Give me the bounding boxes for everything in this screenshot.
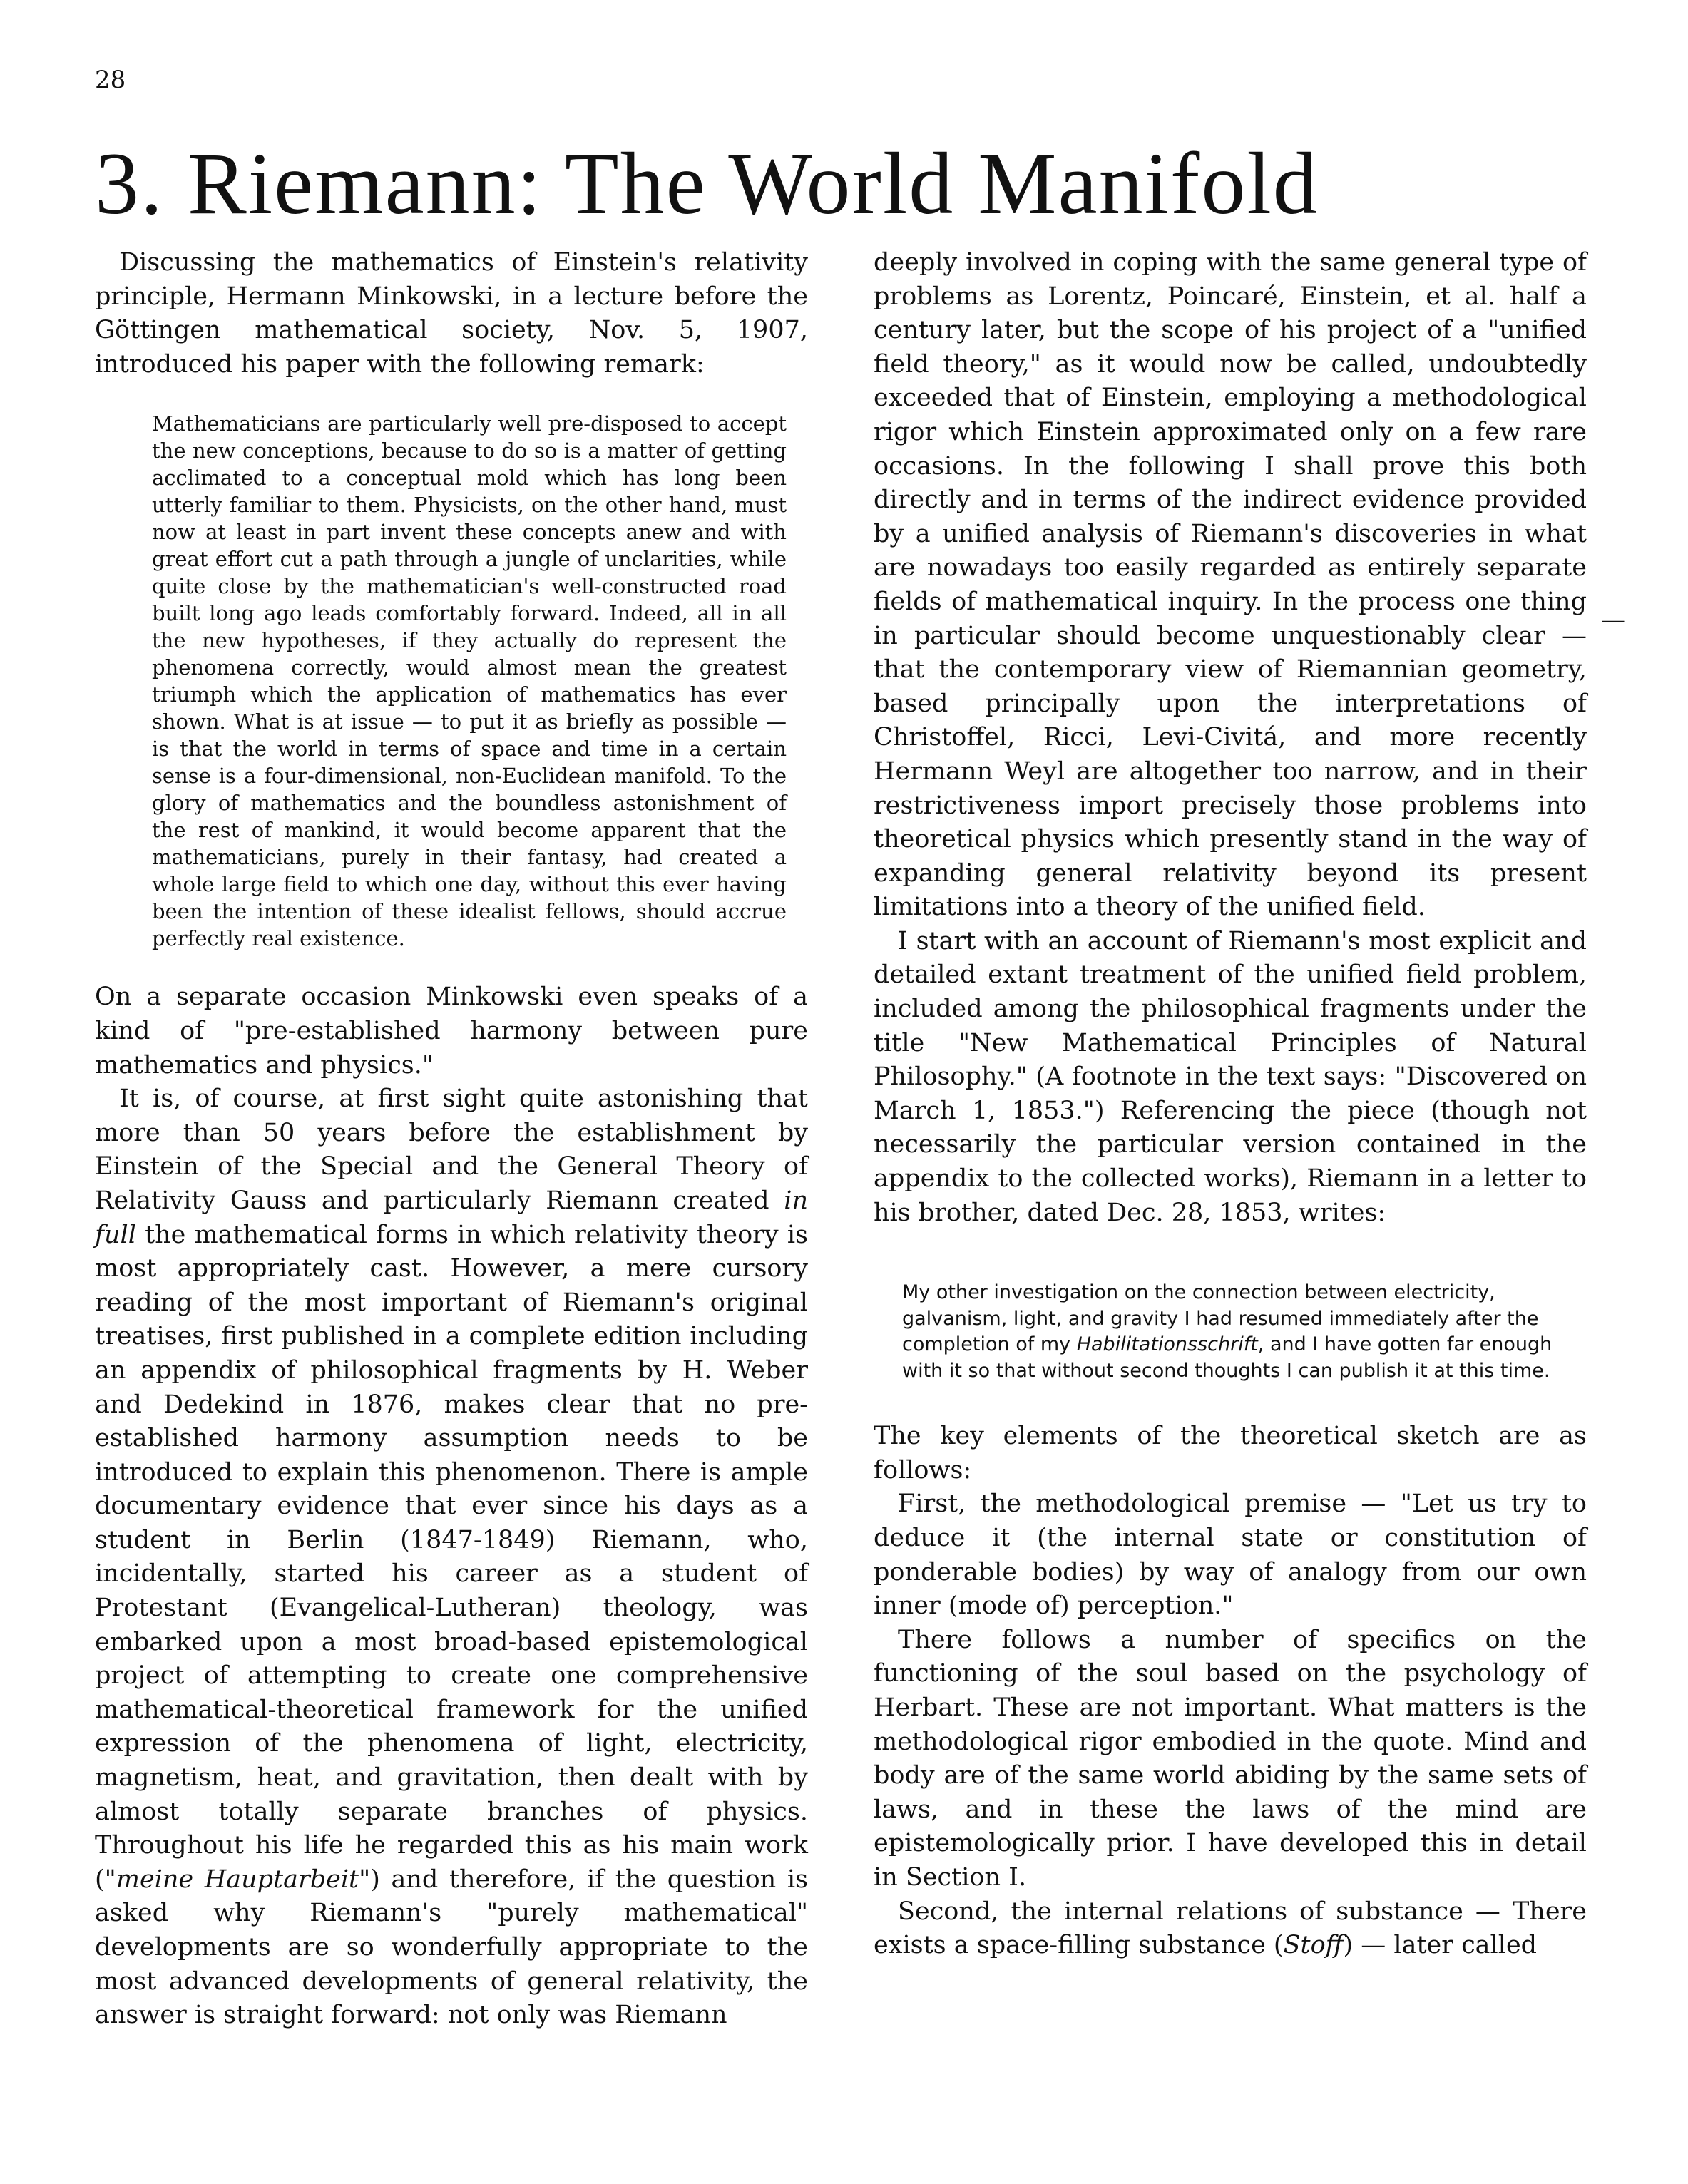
main-paragraph-part-1: It is, of course, at first sight quite astonishing that more than 50 years before the establishment by Einstein of the Special and the General Theory of Relativity Gauss and particularly Riemann created <box>95 1085 808 1215</box>
follows-paragraph: There follows a number of specifics on the functioning of the soul based on the psychology of Herbart. These are not important. What matters is the methodological rigor embodied in the quote. Mind and body are of the same world abiding by the same sets of laws, and in these the laws of the mind are epistemologically prior. I have developed this in detail in Section I. <box>874 1625 1587 1892</box>
margin-mark: — <box>1601 606 1625 635</box>
key-elements-paragraph: The key elements of the theoretical sketch are as follows: <box>874 1422 1587 1485</box>
habilitationsschrift-emphasis: Habilitationsschrift <box>1076 1333 1258 1356</box>
harmony-paragraph: On a separate occasion Minkowski even speaks of a kind of "pre-established harmony between pure mathematics and physics." <box>95 983 808 1080</box>
account-paragraph: I start with an account of Riemann's most explicit and detailed extant treatment of the unified field problem, included among the philosophical fragments under the title "New Mathematical Principles of Natural Philosophy." (A footnote in the text says: "Discovered on March 1, 1853.") Referencing the piece (though not necessarily the particular version contained in the appendix to the collected works), Riemann in a letter to his brother, dated Dec. 28, 1853, writes: <box>874 926 1587 1227</box>
letter-quote-part-1: My other investigation on the connection between electricity, galvanism, light, and gravity I had resumed immediately after the completion of my <box>902 1281 1539 1356</box>
letter-quote-part-2: , and I have gotten far enough with it so that without second thoughts I can publish it at this time. <box>902 1333 1553 1382</box>
intro-paragraph: Discussing the mathematics of Einstein's relativity principle, Hermann Minkowski, in a lecture before the Göttingen mathematical society, Nov. 5, 1907, introduced his paper with the following remark: <box>95 248 808 379</box>
second-paragraph-part-1: Second, the internal relations of substance — There exists a space-filling substance ( <box>874 1897 1587 1960</box>
minkowski-quote-text: Mathematicians are particularly well pre-disposed to accept the new conceptions, because to do so is a matter of getting acclimated to a conceptual mold which has long been utterly familiar to them. Physicists, on the other hand, must now at least in part invent these concepts anew and with great effort cut a path through a jungle of unclarities, while quite close by the mathematician's well-constructed road built long ago leads comfortably forward. Indeed, all in all the new hypotheses, if they actually do represent the phenomena correctly, would almost mean the greatest triumph which the application of mathematics has ever shown. What is at issue — to put it as briefly as possible — is that the world in terms of space and time in a certain sense is a four-dimensional, non-Euclidean manifold. To the glory of mathematics and the boundless astonishment of the rest of mankind, it would become apparent that the mathematicians, purely in their fantasy, had created a whole large field to which one day, without this ever having been the intention of these idealist fellows, should accrue perfectly real existence. <box>152 411 787 951</box>
main-paragraph-part-3: ) and therefore, if the question is asked why Riemann's "purely mathematical" developments are so wonderfully appropriate to the most advanced developments of general relativity, the answer is straight forward: not only was Riemann <box>95 1865 808 2030</box>
in-full-emphasis: in full <box>95 1186 808 1249</box>
main-paragraph <box>95 1082 808 2033</box>
left-column <box>95 246 808 2033</box>
continuation-paragraph: deeply involved in coping with the same general type of problems as Lorentz, Poincaré, Einstein, et al. half a century later, but the scope of his project of a "unified field theory," as it would now be called, undoubtedly exceeded that of Einstein, employing a methodological rigor which Einstein approximated only on a few rare occasions. In the following I shall prove this both directly and in terms of the indirect evidence provided by a unified analysis of Riemann's discoveries in what are nowadays too easily regarded as entirely separate fields of mathematical inquiry. In the process one thing in particular should become unquestionably clear — that the contemporary view of Riemannian geometry, based principally upon the interpretations of Christoffel, Ricci, Levi-Civitá, and more recently Hermann Weyl are altogether too narrow, and in their restrictiveness import precisely those problems into theoretical physics which presently stand in the way of expanding general relativity beyond its present limitations into a theory of the unified field. <box>874 248 1587 922</box>
right-column <box>874 246 1587 1963</box>
chapter-title: 3. Riemann: The World Manifold <box>95 135 1319 232</box>
stoff-emphasis: Stoff <box>1283 1931 1344 1960</box>
main-paragraph-part-2: the mathematical forms in which relativity theory is most appropriately cast. However, a mere cursory reading of the most important of Riemann's original treatises, first published in a complete edition including an appendix of philosophical fragments by H. Weber and Dedekind in 1876, makes clear that no pre-established harmony assumption needs to be introduced to explain this phenomenon. There is ample documentary evidence that ever since his days as a student in Berlin (1847-1849) Riemann, who, incidentally, started his career as a student of Protestant (Evangelical-Lutheran) theology, was embarked upon a most broad-based epistemological project of attempting to create one comprehensive mathematical-theoretical framework for the unified expression of the phenomena of light, electricity, magnetism, heat, and gravitation, then dealt with by almost totally separate branches of physics. Throughout his life he regarded this as his main work ( <box>95 1220 808 1894</box>
hauptarbeit-emphasis: "meine Hauptarbeit" <box>104 1865 371 1894</box>
first-premise-paragraph: First, the methodological premise — "Let us try to deduce it (the internal state or constitution of ponderable bodies) by way of analogy from our own inner (mode of) perception." <box>874 1490 1587 1621</box>
second-paragraph <box>874 1895 1587 1963</box>
second-paragraph-part-2: ) — later called <box>1343 1931 1538 1960</box>
riemann-letter-quote <box>902 1280 1572 1384</box>
minkowski-quote <box>152 410 787 952</box>
page-number: 28 <box>95 66 126 94</box>
riemann-letter-quote-text <box>902 1280 1572 1384</box>
